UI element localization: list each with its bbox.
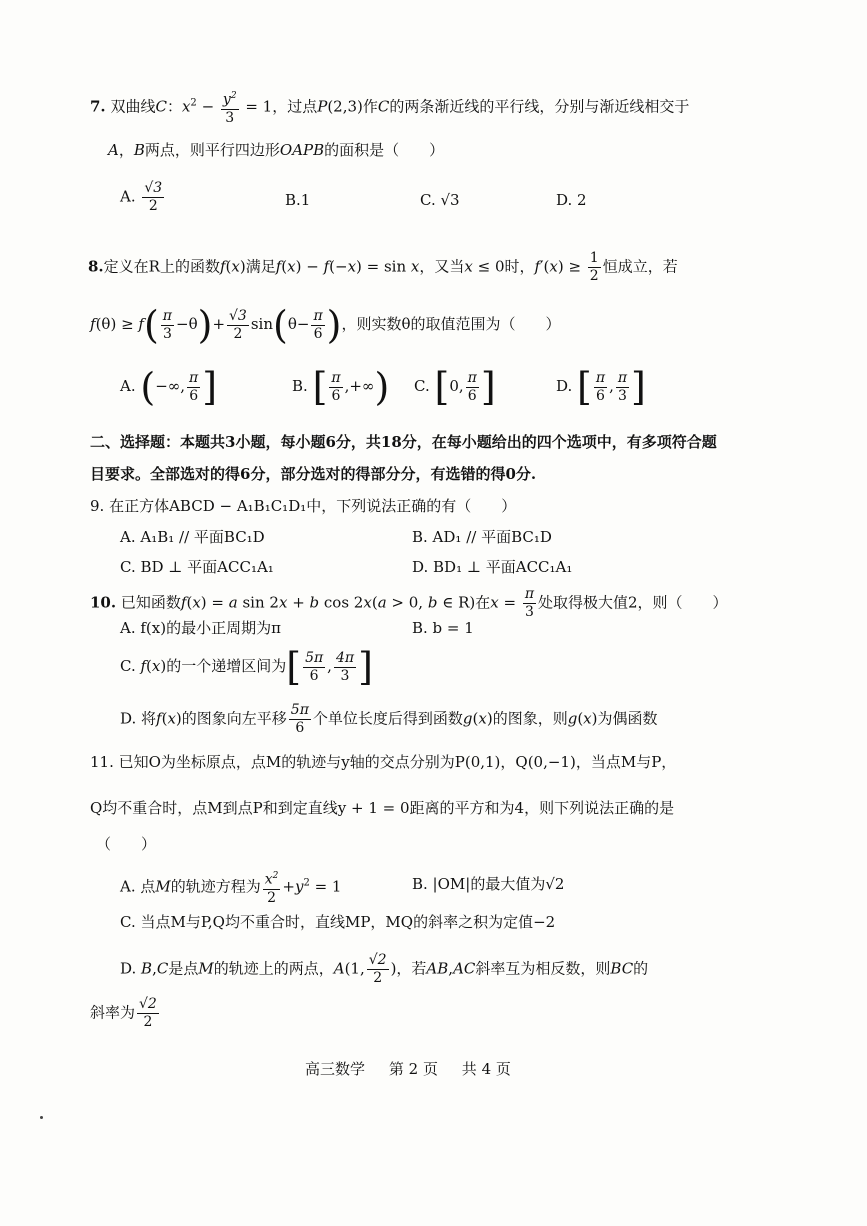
scan-speck [40, 1116, 43, 1119]
q11-option-a: A. 点M的轨迹方程为 $\frac{x^2}{2}$ $+y^2 = 1$ [120, 868, 341, 907]
q9-option-c: C. BD ⊥ 平面ACC₁A₁ [120, 558, 274, 576]
footer-subject: 高三数学 [305, 1060, 366, 1078]
q7-option-d: D. 2 [556, 191, 587, 209]
q8-option-c: C. [0, $\frac{\pi}{6}$ ] [414, 365, 496, 409]
q8-option-a: A. (−∞, $\frac{\pi}{6}$ ] [120, 365, 218, 409]
q8-option-b: B. [ $\frac{\pi}{6}$ ,+∞) [292, 365, 390, 409]
q11-option-d-continued: 斜率为 $\frac{√2}{2}$ [90, 996, 157, 1030]
q11-stem-line1: 11. 已知O为坐标原点，点M的轨迹与y轴的交点分别为P(0,1)，Q(0,−1)，当点M与P， [90, 753, 677, 771]
q11-option-c: C. 当点M与P,Q均不重合时，直线MP，MQ的斜率之积为定值−2 [120, 913, 556, 931]
q11-option-b: B. |OM|的最大值为√2 [412, 875, 565, 893]
footer-page: 第 2 页 [388, 1060, 438, 1078]
q9-option-b: B. AD₁ // 平面BC₁D [412, 528, 552, 546]
section2-line2: 目要求。全部选对的得6分，部分选对的得部分分，有选错的得0分. [90, 465, 537, 483]
q7-stem-line2: A，B两点，则平行四边形OAPB的面积是（ ） [108, 141, 445, 159]
q9-option-d: D. BD₁ ⊥ 平面ACC₁A₁ [412, 558, 573, 576]
q10-option-b: B. b = 1 [412, 619, 474, 637]
q7-option-b: B.1 [285, 191, 311, 209]
q11-stem-line2: Q均不重合时，点M到点P和到定直线y + 1 = 0距离的平方和为4，则下列说法正确的是 [90, 799, 675, 817]
q8-stem-line2: f(θ) ≥ f( $\frac{\pi}{3}$ −θ)+ $\frac{√3}{2}$ sin(θ− $\frac{\pi}{6}$ )，则实数θ的取值范围为（ ） [90, 303, 561, 347]
q8-stem-line1: 8.定义在R上的函数f(x)满足f(x) − f(−x) = sin x，又当x ≤ 0时，f′(x) ≥ $\frac{1}{2}$ 恒成立，若 [88, 250, 678, 284]
q10-stem: 10. 已知函数f(x) = a sin 2x + b cos 2x(a > 0, b ∈ R)在x = $\frac{\pi}{3}$ 处取得极大值2，则（ ） [90, 586, 728, 620]
q7-option-c: C. √3 [420, 191, 460, 209]
q11-stem-line3: （ ） [96, 835, 157, 853]
footer-total: 共 4 页 [461, 1060, 511, 1078]
q7-option-a: A. $\frac{√3}{2}$ [120, 180, 163, 214]
page-footer [305, 1058, 511, 1079]
q9-stem: 9. 在正方体ABCD − A₁B₁C₁D₁中，下列说法正确的有（ ） [90, 497, 517, 515]
q10-option-d: D. 将f(x)的图象向左平移 $\frac{5\pi}{6}$ 个单位长度后得到函数g(x)的图象，则g(x)为偶函数 [120, 702, 658, 736]
q10-option-c: C. f(x)的一个递增区间为[ $\frac{5\pi}{6}$ , $\frac{4\pi}{3}$ ] [120, 645, 373, 689]
q7-stem-line1: 7. 双曲线C：$x^2$ − $\frac{y^2}{3}$ = 1，过点P(2,3)作C的两条渐近线的平行线，分别与渐近线相交于 [90, 88, 689, 127]
q8-option-d: D. [ $\frac{\pi}{6}$ , $\frac{\pi}{3}$ ] [556, 365, 646, 409]
q11-option-d: D. B,C是点M的轨迹上的两点，A(1, $\frac{√2}{2}$ )，若AB,AC斜率互为相反数，则BC的 [120, 952, 649, 986]
q9-option-a: A. A₁B₁ // 平面BC₁D [120, 528, 265, 546]
q10-option-a: A. f(x)的最小正周期为π [120, 619, 281, 637]
section2-line1: 二、选择题：本题共3小题，每小题6分，共18分，在每小题给出的四个选项中，有多项符合题 [90, 433, 717, 451]
